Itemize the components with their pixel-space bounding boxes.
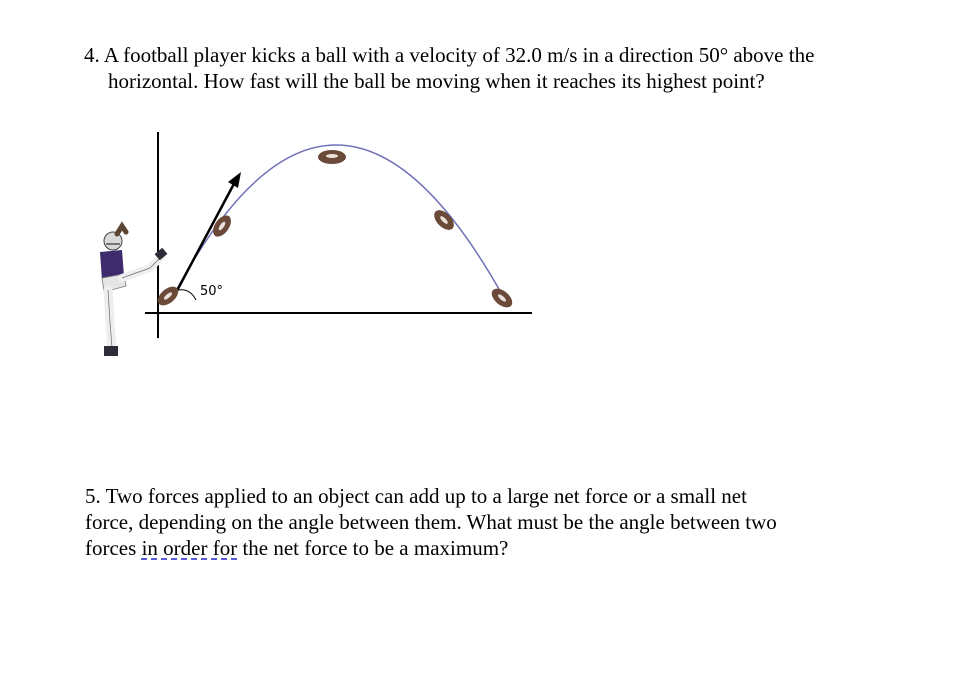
question-5-line-3: [85, 535, 885, 561]
football-icon: [209, 212, 234, 240]
question-5-line-1: [85, 483, 885, 509]
question-4-text-1: A football player kicks a ball with a velocity of 32.0 m/s in a direction 50° above the: [103, 43, 815, 67]
football-icon: [318, 150, 346, 164]
grammar-flagged-phrase[interactable]: in order for: [141, 536, 238, 560]
question-5-text-1: Two forces applied to an object can add up to a large net force or a small net: [105, 484, 747, 508]
angle-label: 50°: [200, 284, 224, 299]
question-5: [85, 483, 885, 561]
football-icon: [488, 285, 515, 311]
question-5-text-3a: forces: [85, 536, 142, 560]
question-5-line-2: force, depending on the angle between them. What must be the angle between two: [85, 510, 777, 534]
question-4-line-2: horizontal. How fast will the ball be moving when it reaches its highest point?: [108, 69, 765, 93]
question-5-text-3b: the net force to be a maximum?: [237, 536, 509, 560]
question-5-number: 5.: [85, 484, 101, 508]
question-4-number: 4.: [84, 43, 100, 67]
angle-arc: [178, 290, 196, 300]
velocity-arrow: [172, 180, 236, 300]
arrowhead-icon: [228, 172, 241, 188]
